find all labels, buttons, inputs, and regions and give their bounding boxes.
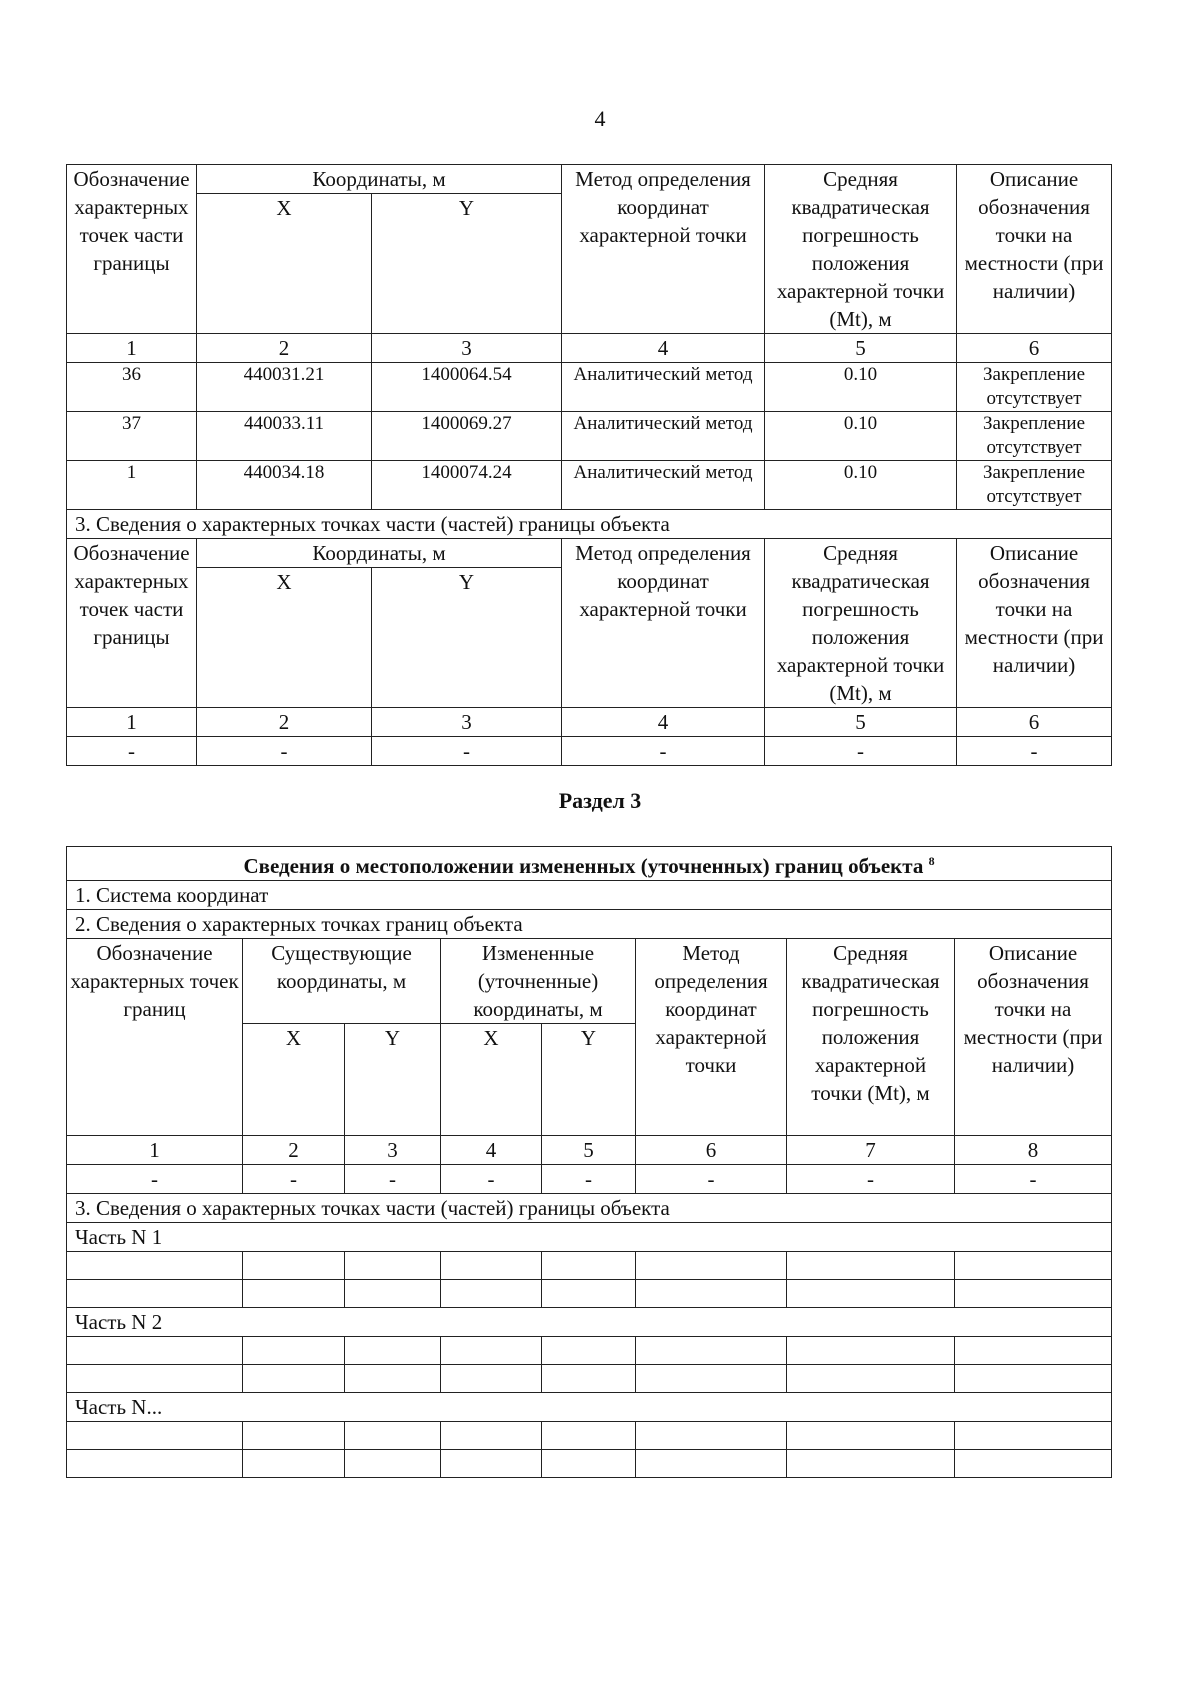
coord-y: 1400064.54	[372, 363, 562, 412]
part-n-label: Часть N...	[67, 1393, 1112, 1422]
empty-cell	[67, 1337, 243, 1365]
empty-cell	[345, 1422, 441, 1450]
header-y: Y	[542, 1024, 636, 1136]
col-number: 7	[787, 1136, 955, 1165]
empty-cell	[787, 1450, 955, 1478]
coord-y: 1400074.24	[372, 461, 562, 510]
header-description: Описание обозначения точки на местности (при наличии)	[957, 539, 1112, 708]
empty-cell	[787, 1422, 955, 1450]
dash-cell: -	[372, 737, 562, 766]
description: Закрепление отсутствует	[957, 363, 1112, 412]
row-points: 2. Сведения о характерных точках границ объекта	[67, 910, 1112, 939]
empty-cell	[67, 1422, 243, 1450]
point-id: 36	[67, 363, 197, 412]
empty-cell	[67, 1450, 243, 1478]
empty-cell	[345, 1450, 441, 1478]
col-number: 1	[67, 334, 197, 363]
col-number: 2	[243, 1136, 345, 1165]
col-number: 3	[345, 1136, 441, 1165]
header-y: Y	[372, 194, 562, 334]
table-row	[67, 1365, 1112, 1393]
header-description: Описание обозначения точки на местности (при наличии)	[957, 165, 1112, 334]
error: 0.10	[765, 461, 957, 510]
empty-cell	[542, 1365, 636, 1393]
dash-cell: -	[345, 1165, 441, 1194]
dash-cell: -	[441, 1165, 542, 1194]
col-number: 8	[955, 1136, 1112, 1165]
header-error: Средняя квадратическая погрешность положения характерной точки (Mt), м	[765, 539, 957, 708]
header-method: Метод определения координат характерной точки	[562, 165, 765, 334]
empty-cell	[955, 1450, 1112, 1478]
empty-cell	[345, 1365, 441, 1393]
changed-boundaries-table	[66, 846, 1112, 1478]
section3-title: 3. Сведения о характерных точках части (частей) границы объекта	[67, 510, 1112, 539]
empty-cell	[345, 1252, 441, 1280]
empty-cell	[636, 1365, 787, 1393]
col-number: 4	[562, 334, 765, 363]
table-row	[67, 737, 1112, 766]
empty-cell	[636, 1450, 787, 1478]
empty-cell	[787, 1337, 955, 1365]
col-number: 5	[765, 708, 957, 737]
header-x: X	[243, 1024, 345, 1136]
description: Закрепление отсутствует	[957, 461, 1112, 510]
empty-cell	[955, 1337, 1112, 1365]
dash-cell: -	[955, 1165, 1112, 1194]
empty-cell	[542, 1280, 636, 1308]
page-number: 4	[594, 106, 606, 131]
point-id: 1	[67, 461, 197, 510]
header-y: Y	[372, 568, 562, 708]
table-row	[67, 1252, 1112, 1280]
header-changed: Измененные (уточненные) координаты, м	[441, 939, 636, 1024]
header-designation: Обозначение характерных точек границ	[67, 939, 243, 1136]
empty-cell	[542, 1337, 636, 1365]
dash-cell: -	[542, 1165, 636, 1194]
col-number: 6	[636, 1136, 787, 1165]
header-error: Средняя квадратическая погрешность положения характерной точки (Mt), м	[765, 165, 957, 334]
table-row	[67, 461, 1112, 510]
point-id: 37	[67, 412, 197, 461]
table-row	[67, 1337, 1112, 1365]
empty-cell	[955, 1422, 1112, 1450]
coord-x: 440034.18	[197, 461, 372, 510]
dash-cell: -	[787, 1165, 955, 1194]
header-description: Описание обозначения точки на местности (при наличии)	[955, 939, 1112, 1136]
method: Аналитический метод	[562, 363, 765, 412]
col-number: 1	[67, 1136, 243, 1165]
table-row	[67, 1280, 1112, 1308]
header-x: X	[197, 194, 372, 334]
section-heading: Раздел 3	[558, 788, 642, 813]
table-row	[67, 412, 1112, 461]
header-x: X	[197, 568, 372, 708]
empty-cell	[441, 1422, 542, 1450]
empty-cell	[441, 1450, 542, 1478]
header-existing: Существующие координаты, м	[243, 939, 441, 1024]
empty-cell	[243, 1252, 345, 1280]
dash-cell: -	[67, 737, 197, 766]
empty-cell	[67, 1365, 243, 1393]
empty-cell	[67, 1280, 243, 1308]
empty-cell	[345, 1337, 441, 1365]
col-number: 3	[372, 334, 562, 363]
coord-x: 440031.21	[197, 363, 372, 412]
empty-cell	[636, 1252, 787, 1280]
part-1-label: Часть N 1	[67, 1223, 1112, 1252]
header-designation: Обозначение характерных точек части границы	[67, 539, 197, 708]
empty-cell	[955, 1365, 1112, 1393]
dash-cell: -	[636, 1165, 787, 1194]
description: Закрепление отсутствует	[957, 412, 1112, 461]
empty-cell	[441, 1252, 542, 1280]
table2-title: Сведения о местоположении измененных (уточненных) границ объекта $^8$	[67, 847, 1112, 881]
empty-cell	[67, 1252, 243, 1280]
empty-cell	[345, 1280, 441, 1308]
empty-cell	[636, 1337, 787, 1365]
empty-cell	[636, 1422, 787, 1450]
header-x: X	[441, 1024, 542, 1136]
empty-cell	[542, 1252, 636, 1280]
method: Аналитический метод	[562, 461, 765, 510]
coord-y: 1400069.27	[372, 412, 562, 461]
col-number: 4	[562, 708, 765, 737]
error: 0.10	[765, 412, 957, 461]
table-row	[67, 363, 1112, 412]
row-parts: 3. Сведения о характерных точках части (частей) границы объекта	[67, 1194, 1112, 1223]
empty-cell	[243, 1450, 345, 1478]
dash-cell: -	[765, 737, 957, 766]
empty-cell	[636, 1280, 787, 1308]
col-number: 1	[67, 708, 197, 737]
empty-cell	[243, 1422, 345, 1450]
row-coord-system: 1. Система координат	[67, 881, 1112, 910]
coord-x: 440033.11	[197, 412, 372, 461]
empty-cell	[441, 1337, 542, 1365]
header-method: Метод определения координат характерной точки	[562, 539, 765, 708]
error: 0.10	[765, 363, 957, 412]
part-2-label: Часть N 2	[67, 1308, 1112, 1337]
empty-cell	[243, 1280, 345, 1308]
col-number: 5	[542, 1136, 636, 1165]
col-number: 4	[441, 1136, 542, 1165]
table-row	[67, 1165, 1112, 1194]
empty-cell	[441, 1280, 542, 1308]
table-row	[67, 1450, 1112, 1478]
dash-cell: -	[197, 737, 372, 766]
footnote-marker: 8	[928, 854, 935, 868]
header-coords: Координаты, м	[197, 539, 562, 568]
header-error: Средняя квадратическая погрешность положения характерной точки (Mt), м	[787, 939, 955, 1136]
dash-cell: -	[957, 737, 1112, 766]
header-designation: Обозначение характерных точек части границы	[67, 165, 197, 334]
col-number: 6	[957, 334, 1112, 363]
header-method: Метод определения координат характерной точки	[636, 939, 787, 1136]
empty-cell	[441, 1365, 542, 1393]
header-y: Y	[345, 1024, 441, 1136]
empty-cell	[787, 1252, 955, 1280]
dash-cell: -	[562, 737, 765, 766]
dash-cell: -	[67, 1165, 243, 1194]
empty-cell	[243, 1337, 345, 1365]
col-number: 6	[957, 708, 1112, 737]
col-number: 2	[197, 708, 372, 737]
empty-cell	[542, 1450, 636, 1478]
col-number: 2	[197, 334, 372, 363]
empty-cell	[787, 1280, 955, 1308]
empty-cell	[955, 1252, 1112, 1280]
col-number: 5	[765, 334, 957, 363]
empty-cell	[955, 1280, 1112, 1308]
empty-cell	[243, 1365, 345, 1393]
empty-cell	[787, 1365, 955, 1393]
dash-cell: -	[243, 1165, 345, 1194]
table-row	[67, 1422, 1112, 1450]
col-number: 3	[372, 708, 562, 737]
empty-cell	[542, 1422, 636, 1450]
boundary-points-table	[66, 164, 1112, 766]
method: Аналитический метод	[562, 412, 765, 461]
header-coords: Координаты, м	[197, 165, 562, 194]
